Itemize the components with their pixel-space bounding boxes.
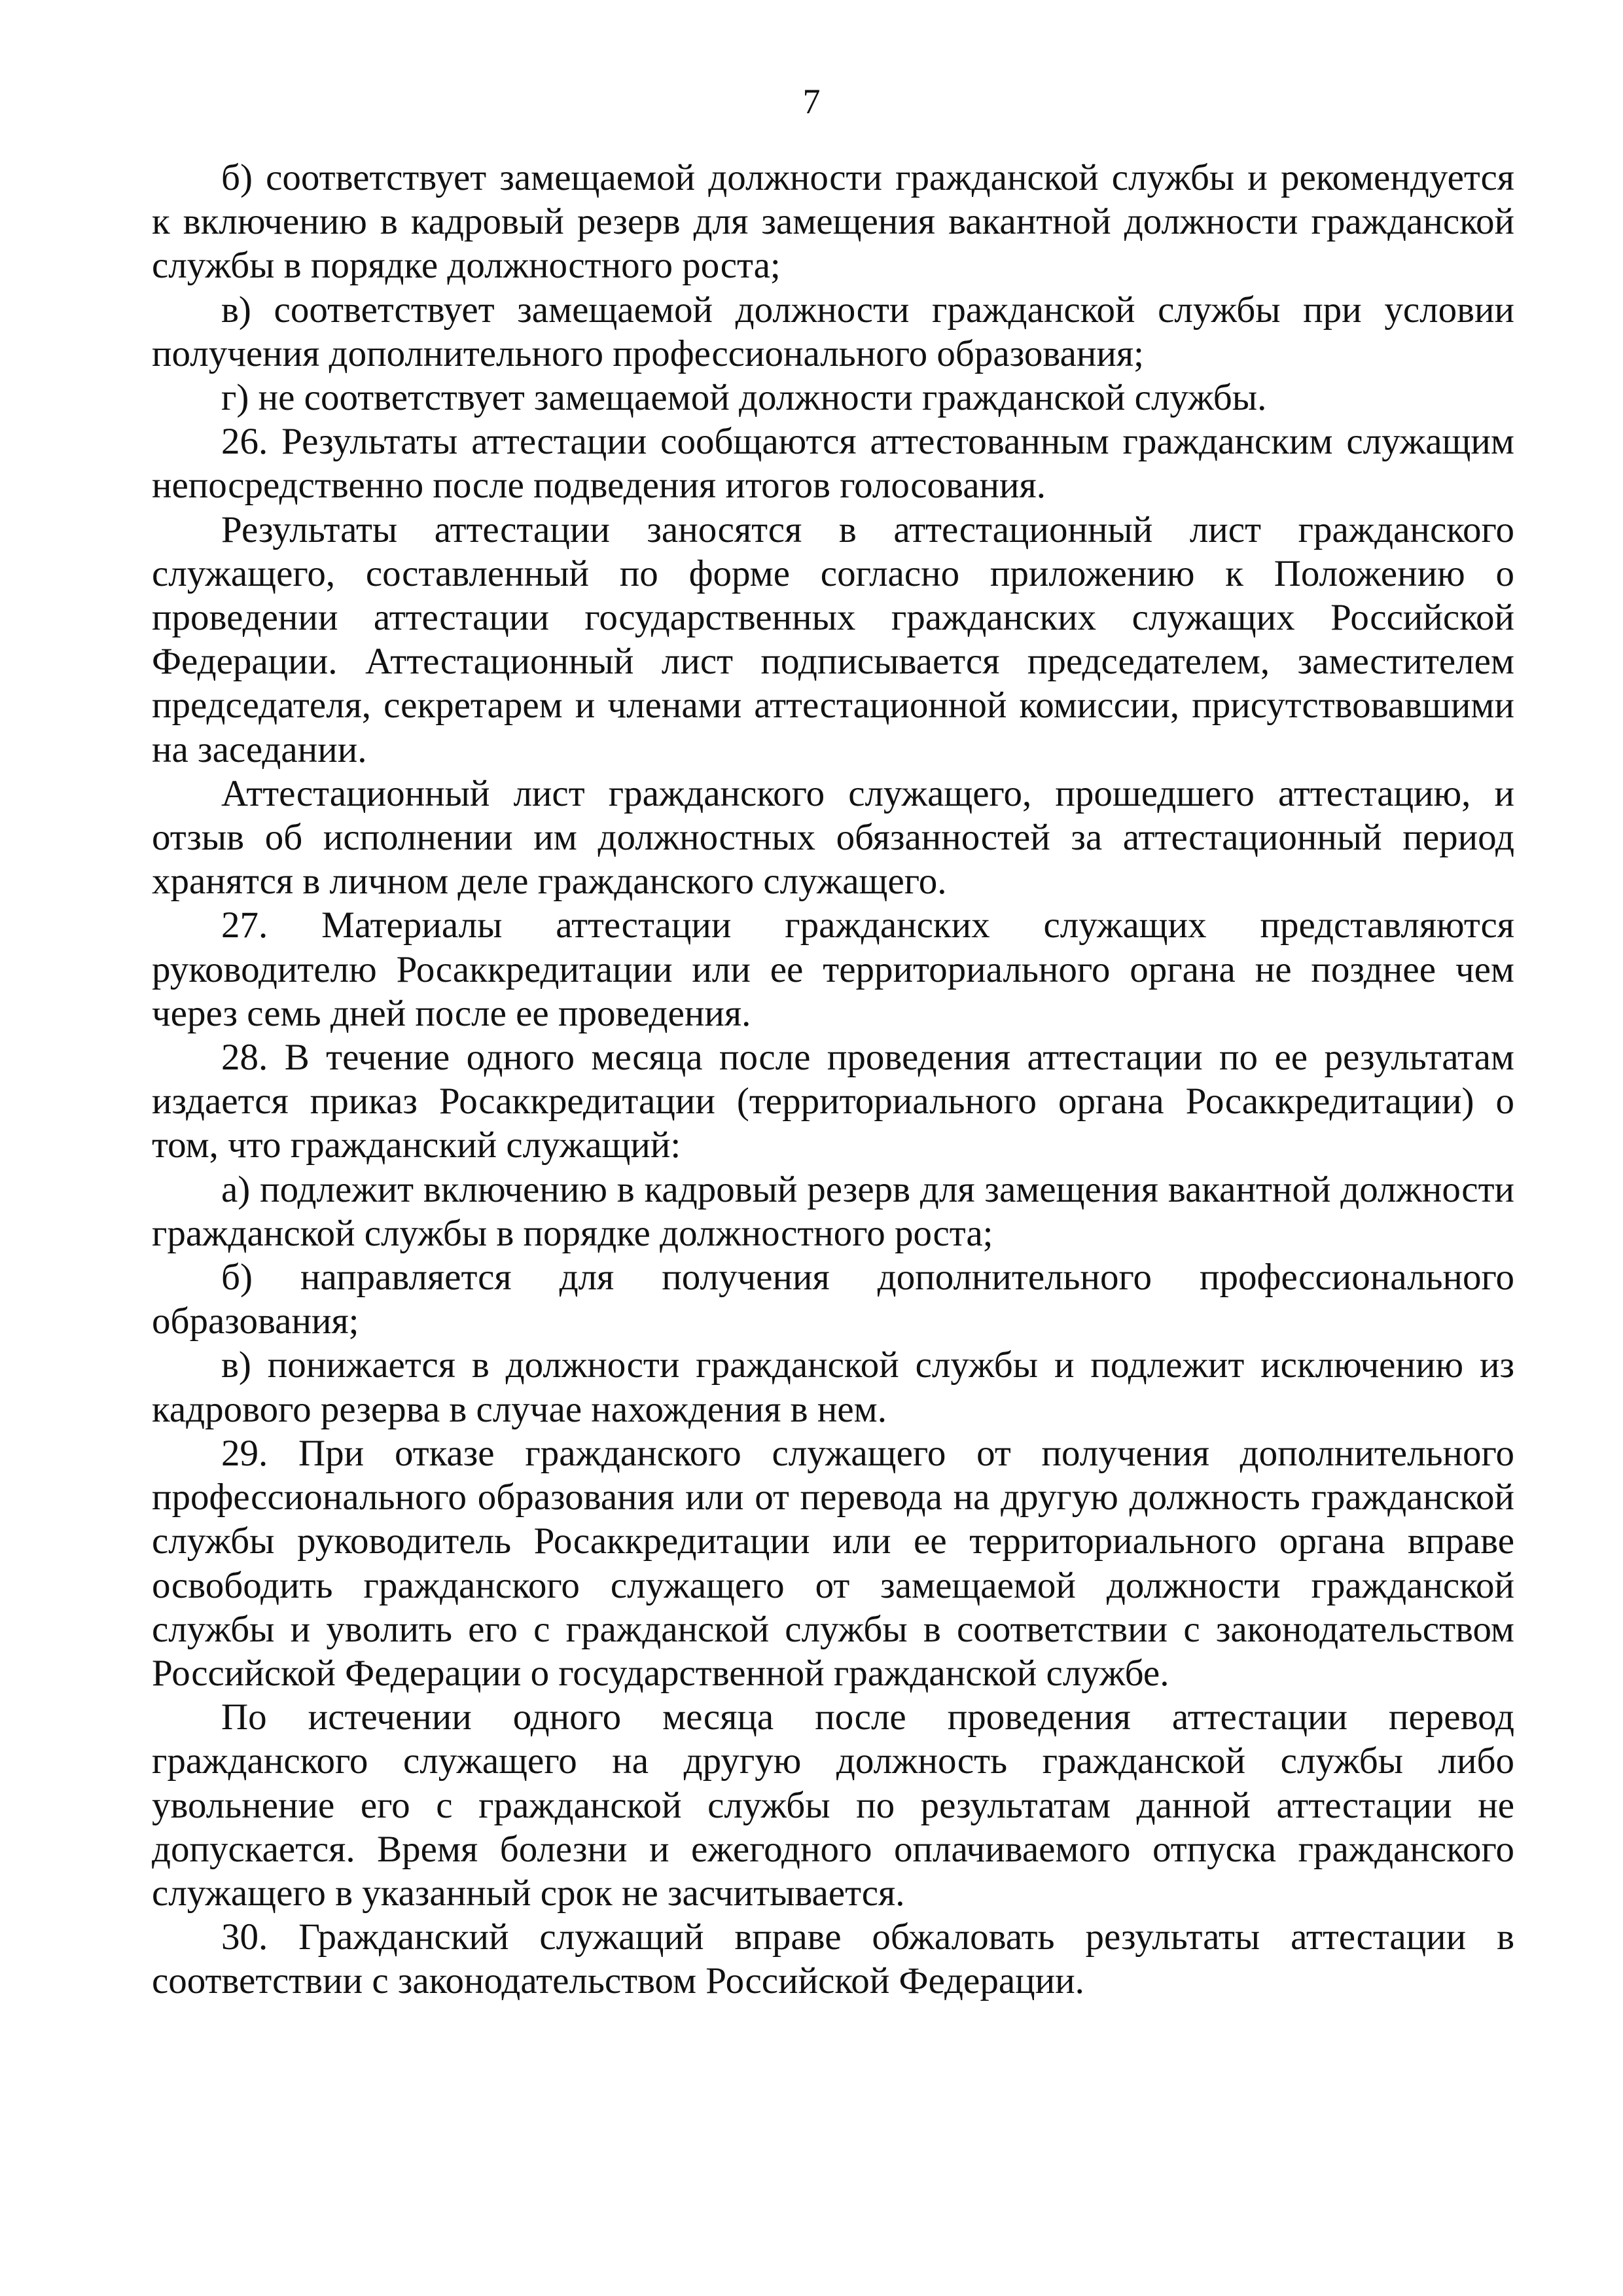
paragraph-30: 30. Гражданский служащий вправе обжаловать результаты аттестации в соответствии с законодательством Российской Федерации. xyxy=(152,1916,1514,2002)
document-body xyxy=(152,156,1514,2003)
paragraph-27: 27. Материалы аттестации гражданских служащих представляются руководителю Росаккредитации или ее территориального органа не позднее чем через семь дней после ее проведения. xyxy=(152,905,1514,1034)
paragraph-26: 26. Результаты аттестации сообщаются аттестованным гражданским служащим непосредственно после подведения итогов голосования. xyxy=(152,421,1514,507)
paragraph-28-a: а) подлежит включению в кадровый резерв для замещения вакантной должности гражданской службы в порядке должностного роста; xyxy=(152,1168,1514,1254)
paragraph-personal-file: Аттестационный лист гражданского служащего, прошедшего аттестацию, и отзыв об исполнении им должностных обязанностей за аттестационный период хранятся в личном деле гражданского служащего. xyxy=(152,772,1514,903)
page-number: 7 xyxy=(802,82,821,121)
paragraph-28-b: б) направляется для получения дополнительного профессионального образования; xyxy=(152,1257,1514,1342)
paragraph-28: 28. В течение одного месяца после проведения аттестации по ее результатам издается приказ Росаккредитации (территориального органа Росаккредитации) о том, что гражданский служащий: xyxy=(152,1037,1514,1166)
paragraph-v-conditional: в) соответствует замещаемой должности гражданской службы при условии получения дополнительного профессионального образования; xyxy=(152,289,1514,374)
paragraph-29: 29. При отказе гражданского служащего от получения дополнительного профессионального образования или от перевода на другую должность гражданской службы руководитель Росаккредитации или ее территориального органа вправе освободить гражданского служащего от замещаемой должности гражданской службы и уволить его с гражданской службы в соответствии с законодательством Российской Федерации о государственной гражданской службе. xyxy=(152,1432,1514,1694)
paragraph-g-not-corresponding: г) не соответствует замещаемой должности гражданской службы. xyxy=(221,377,1267,419)
paragraph-b-recommended-reserve: б) соответствует замещаемой должности гражданской службы и рекомендуется к включению в кадровый резерв для замещения вакантной должности гражданской службы в порядке должностного роста; xyxy=(152,157,1514,287)
paragraph-attestation-sheet: Результаты аттестации заносятся в аттестационный лист гражданского служащего, составленный по форме согласно приложению к Положению о проведении аттестации государственных гражданских служащих Российской Федерации. Аттестационный лист подписывается председателем, заместителем председателя, секретарем и членами аттестационной комиссии, присутствовавшими на заседании. xyxy=(152,509,1514,770)
paragraph-one-month-rule: По истечении одного месяца после проведения аттестации перевод гражданского служащего на другую должность гражданской службы либо увольнение его с гражданской службы по результатам данной аттестации не допускается. Время болезни и ежегодного оплачиваемого отпуска гражданского служащего в указанный срок не засчитывается. xyxy=(152,1696,1514,1914)
paragraph-28-v: в) понижается в должности гражданской службы и подлежит исключению из кадрового резерва в случае нахождения в нем. xyxy=(152,1344,1514,1430)
